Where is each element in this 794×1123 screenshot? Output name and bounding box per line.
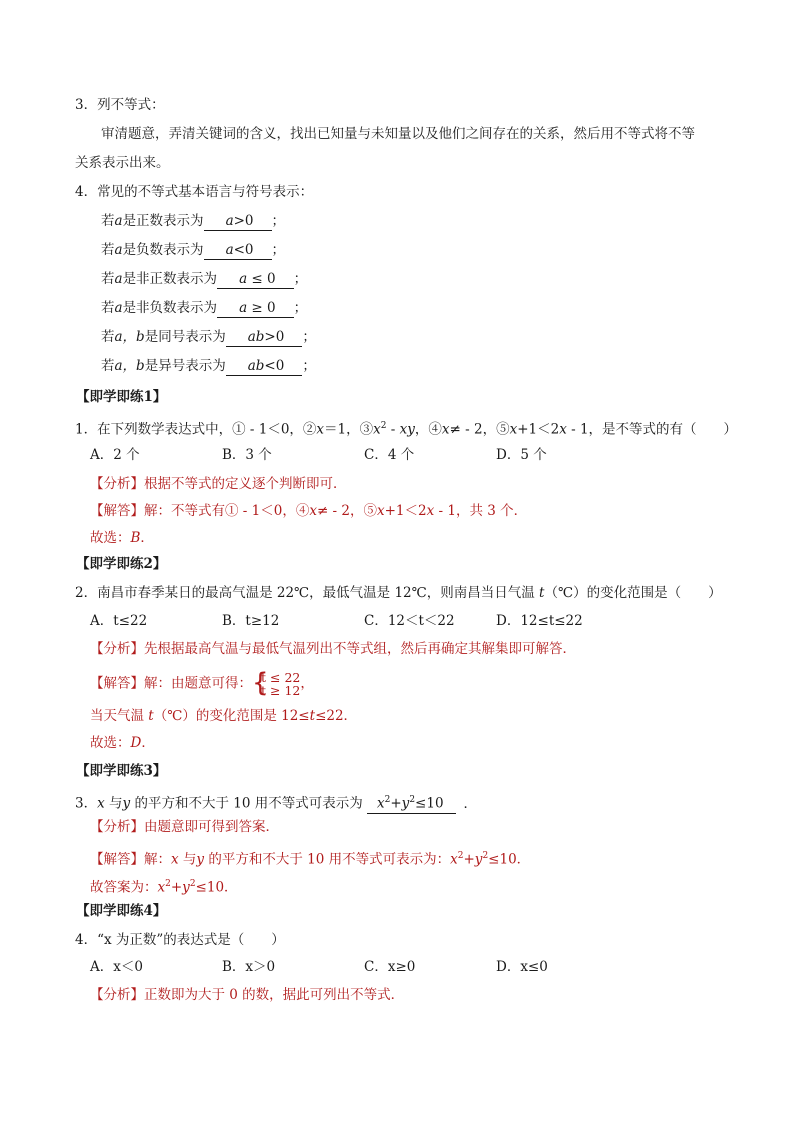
exercise-1-solution: 【解答】解：不等式有① - 1＜0，④x≠ - 2，⑤x+1＜2x - 1，共 3 个． <box>90 503 528 519</box>
exercise-3-analysis: 【分析】由题意即可得到答案． <box>90 819 279 835</box>
exercise-4-option-d[interactable]: D．x≤0 <box>496 959 548 975</box>
exercise-1-heading: 【即学即练1】 <box>76 389 167 405</box>
exercise-2-heading: 【即学即练2】 <box>76 556 167 572</box>
notation-row: 若a是非正数表示为 a ≤ 0 ； <box>101 271 308 287</box>
notation-row: 若a是非负数表示为 a ≥ 0 ； <box>101 300 308 316</box>
notation-row: 若a，b是同号表示为 ab>0 ； <box>101 329 316 345</box>
exercise-1-option-b[interactable]: B．3 个 <box>222 447 272 463</box>
exercise-2-option-a[interactable]: A．t≤22 <box>90 613 148 629</box>
exercise-3-final-answer: 故答案为：$x^2+y^2\le 10$． <box>90 879 238 896</box>
exercise-4-heading: 【即学即练4】 <box>76 903 167 919</box>
exercise-2-choice: 故选：D． <box>90 735 155 751</box>
inequality-system: { t ≤ 22 t ≥ 12 <box>252 668 301 698</box>
exercise-4-option-b[interactable]: B．x＞0 <box>222 959 276 975</box>
exercise-1-analysis: 【分析】根据不等式的定义逐个判断即可． <box>90 476 347 492</box>
exercise-1-option-a[interactable]: A．2 个 <box>90 447 140 463</box>
section-3-body-line2: 关系表示出来。 <box>75 155 170 171</box>
exercise-2-range: 当天气温 t（℃）的变化范围是 12≤t≤22． <box>90 708 358 724</box>
exercise-1-option-c[interactable]: C．4 个 <box>364 447 415 463</box>
notation-row: 若a是负数表示为 a<0 ； <box>101 242 286 258</box>
exercise-2-solution: 【解答】解：由题意可得： { t ≤ 22 t ≥ 12 ， <box>90 668 314 698</box>
exercise-1-stem: 1．在下列数学表达式中，① - 1＜0，②x＝1，$③x^2$ - xy，④x≠ - 2，⑤x+1＜2x - 1，是不等式的有（ ） <box>75 421 738 438</box>
exercise-1-choice: 故选：B． <box>90 530 154 546</box>
exercise-2-option-c[interactable]: C．12＜t＜22 <box>364 613 455 629</box>
exercise-3-stem: 3．x 与y 的平方和不大于 10 用不等式可表示为 $x^2+y^2\le 10$ ． <box>75 791 477 814</box>
exercise-3-solution: 【解答】解：x 与y 的平方和不大于 10 用不等式可表示为：$x^2+y^2\le 10$． <box>90 851 531 868</box>
exercise-3-heading: 【即学即练3】 <box>76 763 167 779</box>
exercise-2-option-b[interactable]: B．t≥12 <box>222 613 280 629</box>
exercise-4-option-c[interactable]: C．x≥0 <box>364 959 416 975</box>
exercise-1-option-d[interactable]: D．5 个 <box>496 447 547 463</box>
section-4-title: 4．常见的不等式基本语言与符号表示： <box>75 184 314 200</box>
section-3-body-line1: 审清题意，弄清关键词的含义，找出已知量与未知量以及他们之间存在的关系，然后用不等式将不等 <box>101 126 695 142</box>
notation-row: 若a是正数表示为 a>0 ； <box>101 213 286 229</box>
section-3-title: 3．列不等式： <box>75 97 165 113</box>
exercise-4-analysis: 【分析】正数即为大于 0 的数，据此可列出不等式． <box>90 987 405 1003</box>
exercise-2-stem: 2．南昌市春季某日的最高气温是 22℃，最低气温是 12℃，则南昌当日气温 t（℃）的变化范围是（ ） <box>75 585 722 601</box>
exercise-2-analysis: 【分析】先根据最高气温与最低气温列出不等式组，然后再确定其解集即可解答． <box>90 641 576 657</box>
notation-row: 若a，b是异号表示为 ab<0 ； <box>101 358 316 374</box>
exercise-2-option-d[interactable]: D．12≤t≤22 <box>496 613 583 629</box>
exercise-3-answer-blank: $x^2+y^2\le 10$ <box>367 791 456 814</box>
exercise-4-stem: 4．“x 为正数”的表达式是（ ） <box>75 932 285 948</box>
exercise-4-option-a[interactable]: A．x＜0 <box>90 959 143 975</box>
